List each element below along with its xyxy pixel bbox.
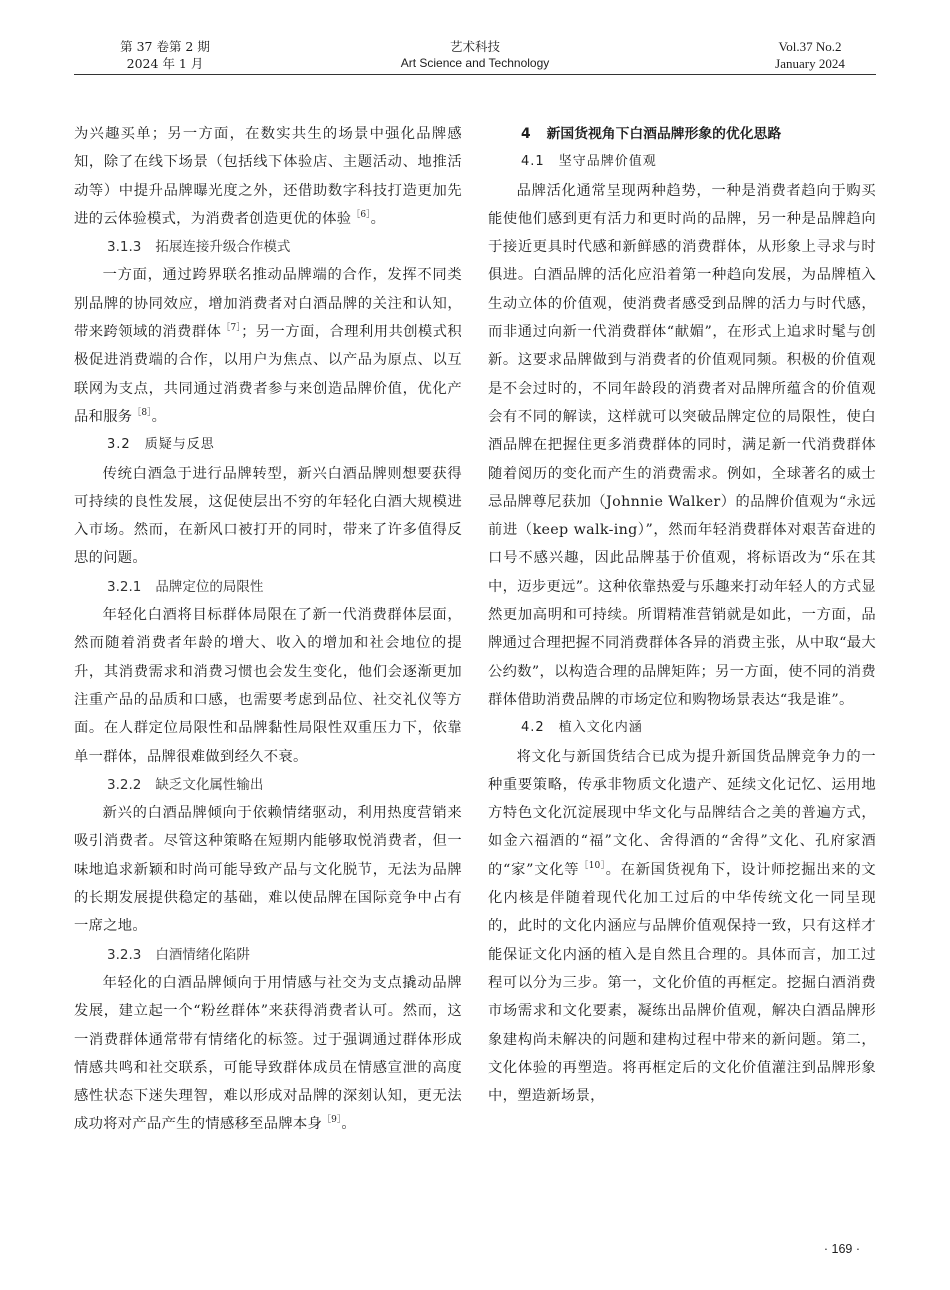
volume-issue: 第 37 卷第 2 期 xyxy=(120,39,210,54)
left-column xyxy=(74,120,462,1139)
paragraph: 品牌活化通常呈现两种趋势，一种是消费者趋向于购买能使他们感到更有活力和更时尚的品牌，另一种是品牌趋向于接近更具时代感和新鲜感的消费群体，从形象上寻求与时俱进。白酒品牌的活化应沿着第一种趋向发展，为品牌植入生动立体的价值观，使消费者感受到品牌的活力与时代感，而非通过向新一代消费群体“献媚”，在形式上追求时髦与创新。这要求品牌做到与消费者的价值观同频。积极的价值观是不会过时的，不同年龄段的消费者对品牌所蕴含的价值观会有不同的解读，这样就可以突破品牌定位的局限性，使白酒品牌在把握住更多消费群体的同时，满足新一代消费群体随着阅历的变化而产生的消费需求。例如，全球著名的威士忌品牌尊尼获加（Johnnie Walker）的品牌价值观为“永远前进（keep walk-ing）”，然而年轻消费群体对艰苦奋进的口号不感兴趣，因此品牌基于价值观，将标语改为“乐在其中，迈步更远”。这种依靠热爱与乐趣来打动年轻人的方式显然更加高明和可持续。所谓精准营销就是如此，一方面，品牌通过合理把握不同消费群体各异的消费主张，从中取“最大公约数”，以构造合理的品牌矩阵；另一方面，使不同的消费群体借助消费品牌的市场定位和购物场景表达“我是谁”。 xyxy=(488,182,876,708)
citation: ［6］ xyxy=(351,210,371,221)
paragraph: 年轻化白酒将目标群体局限在了新一代消费群体层面，然而随着消费者年龄的增大、收入的增加和社会地位的提升，其消费需求和消费习惯也会发生变化，他们会逐渐更加注重产品的品质和口感，也需要考虑到品位、社交礼仪等方面。在人群定位局限性和品牌黏性局限性双重压力下，依靠单一群体，品牌很难做到经久不衰。 xyxy=(74,607,462,765)
citation: ［9］ xyxy=(322,1115,342,1126)
paragraph: 年轻化的白酒品牌倾向于用情感与社交为支点撬动品牌发展，建立起一个“粉丝群体”来获得消费者认可。然而，这一消费群体通常带有情绪化的标签。过于强调通过群体形成情感共鸣和社交联系，可能导致群体成员在情感宣泄的高度感性状态下迷失理智，难以形成对品牌的深刻认知，更无法成功将对产品产生的情感移至品牌本身$^{[9]}$。 xyxy=(74,974,462,1133)
page-number: · 169 · xyxy=(823,1242,860,1256)
section-heading-4: 4 新国货视角下白酒品牌形象的优化思路 xyxy=(521,126,782,142)
section-heading-3-1-3: 3.1.3 拓展连接升级合作模式 xyxy=(107,239,291,256)
paragraph: 一方面，通过跨界联名推动品牌端的合作，发挥不同类别品牌的协同效应，增加消费者对白酒品牌的关注和认知，带来跨领域的消费群体$^{[7]}$；另一方面，合理利用共创模式积极促进消费端的合作，以用户为焦点、以产品为原点、以互联网为支点，共同通过消费者参与来创造品牌价值，优化产品和服务$^{[8]}$。 xyxy=(74,267,463,425)
citation: ［10］ xyxy=(579,860,606,871)
section-heading-3-2-2: 3.2.2 缺乏文化属性输出 xyxy=(107,776,264,793)
section-heading-4-1: 4.1 坚守品牌价值观 xyxy=(521,154,657,170)
paragraph: 将文化与新国货结合已成为提升新国货品牌竞争力的一种重要策略，传承非物质文化遗产、延续文化记忆、运用地方特色文化沉淀展现中华文化与品牌结合之美的普遍方式，如金六福酒的“福”文化、舍得酒的“舍得”文化、孔府家酒的“家”文化等$^{[10]}$。在新国货视角下，设计师挖掘出来的文化内核是伴随着现代化加工过后的中华传统文化一同呈现的，此时的文化内涵应与品牌价值观保持一致，只有这样才能保证文化内涵的植入是自然且合理的。具体而言，加工过程可以分为三步。第一，文化价值的再框定。挖掘白酒消费市场需求和文化要素，凝练出品牌价值观，解决白酒品牌形象建构尚未解决的问题和建构过程中带来的新问题。第二，文化体验的再塑造。将再框定后的文化价值灌注到品牌形象中，塑造新场景， xyxy=(488,748,876,1105)
citation: ［7］ xyxy=(221,323,242,334)
section-heading-3-2-3: 3.2.3 白酒情绪化陷阱 xyxy=(107,946,250,963)
section-heading-4-2: 4.2 植入文化内涵 xyxy=(521,720,643,736)
journal-volume-info xyxy=(95,38,235,72)
paragraph: 新兴的白酒品牌倾向于依赖情绪驱动，利用热度营销来吸引消费者。尽管这种策略在短期内能够取悦消费者，但一味地追求新颖和时尚可能导致产品与文化脱节，无法为品牌的长期发展提供稳定的基础，难以使品牌在国际竞争中占有一席之地。 xyxy=(74,805,462,935)
journal-title-en: Art Science and Technology xyxy=(400,56,550,70)
paragraph: 传统白酒急于进行品牌转型，新兴白酒品牌则想要获得可持续的良性发展，这促使层出不穷的年轻化白酒大规模进入市场。然而，在新风口被打开的同时，带来了许多值得反思的问题。 xyxy=(74,465,462,567)
volume-issue-en: Vol.37 No.2 xyxy=(778,39,842,54)
journal-volume-info-en xyxy=(740,38,880,72)
citation: ［8］ xyxy=(132,408,152,419)
issue-date: 2024 年 1 月 xyxy=(126,56,204,71)
issue-date-en: January 2024 xyxy=(775,56,845,71)
right-column xyxy=(488,120,876,1110)
page-header xyxy=(0,0,950,80)
journal-title xyxy=(360,38,590,72)
section-heading-3-2: 3.2 质疑与反思 xyxy=(107,437,215,453)
journal-title-cn: 艺术科技 xyxy=(449,39,500,54)
section-heading-3-2-1: 3.2.1 品牌定位的局限性 xyxy=(107,578,264,595)
header-rule xyxy=(74,74,876,75)
paragraph: 为兴趣买单；另一方面，在数实共生的场景中强化品牌感知，除了在线下场景（包括线下体验店、主题活动、地推活动等）中提升品牌曝光度之外，还借助数字科技打造更加先进的云体验模式，为消费者创造更优的体验$^{[6]}$。 xyxy=(74,126,462,227)
